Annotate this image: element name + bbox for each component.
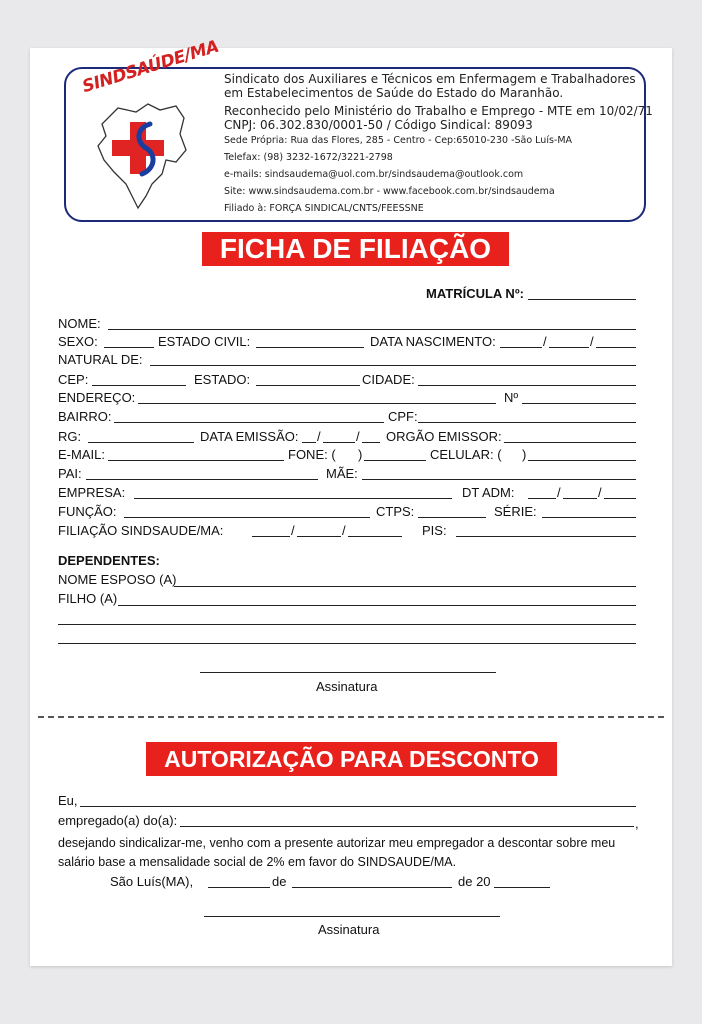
nome-esposo-label: NOME ESPOSO (A) (58, 572, 177, 587)
pai-field[interactable] (86, 479, 318, 480)
celular-field[interactable] (528, 460, 636, 461)
celular-label: CELULAR: ( (430, 447, 502, 462)
emissao-year-field[interactable] (362, 442, 380, 443)
filiacao-label: FILIAÇÃO SINDSAUDE/MA: (58, 523, 224, 538)
serie-label: SÉRIE: (494, 504, 537, 519)
cidade-field[interactable] (418, 385, 636, 386)
month-field[interactable] (292, 887, 452, 888)
date-sep: / (291, 523, 295, 538)
natural-label: NATURAL DE: (58, 352, 143, 367)
filiacao-year-field[interactable] (348, 536, 402, 537)
phone-line: Telefax: (98) 3232-1672/3221-2798 (224, 152, 393, 163)
data-emissao-label: DATA EMISSÃO: (200, 429, 299, 444)
authorization-text-2: salário base a mensalidade social de 2% em favor do SINDSAUDE/MA. (58, 855, 457, 869)
fone-field[interactable] (364, 460, 426, 461)
sexo-field[interactable] (104, 347, 154, 348)
natural-field[interactable] (150, 365, 636, 366)
cep-field[interactable] (92, 385, 186, 386)
pis-label: PIS: (422, 523, 447, 538)
maranhao-map-logo (96, 100, 192, 210)
org-line-1: Sindicato dos Auxiliares e Técnicos em Enfermagem e Trabalhadores (224, 72, 636, 86)
date-sep: / (356, 429, 360, 444)
mae-label: MÃE: (326, 466, 358, 481)
ctps-field[interactable] (418, 517, 486, 518)
dt-adm-label: DT ADM: (462, 485, 515, 500)
date-sep: / (342, 523, 346, 538)
cidade-label: CIDADE: (362, 372, 415, 387)
affiliation-line: Filiado à: FORÇA SINDICAL/CNTS/FEESSNE (224, 203, 424, 214)
orgao-emissor-label: ORGÃO EMISSOR: (386, 429, 502, 444)
nasc-year-field[interactable] (596, 347, 636, 348)
de20-label: de 20 (458, 874, 491, 889)
matricula-field[interactable] (528, 299, 636, 300)
dependentes-heading: DEPENDENTES: (58, 553, 160, 568)
eu-label: Eu, (58, 793, 78, 808)
de-label: de (272, 874, 287, 889)
rg-label: RG: (58, 429, 82, 444)
cpf-field[interactable] (418, 422, 636, 423)
signature-label: Assinatura (316, 679, 378, 694)
rg-field[interactable] (88, 442, 194, 443)
eu-field[interactable] (80, 806, 636, 807)
logo-text: SINDSAÚDE/MA (80, 36, 222, 98)
sexo-label: SEXO: (58, 334, 98, 349)
serie-field[interactable] (542, 517, 636, 518)
fone-paren-close: ) (358, 447, 363, 462)
endereco-label: ENDEREÇO: (58, 390, 136, 405)
sao-luis-label: São Luís(MA), (110, 874, 194, 889)
site-line: Site: www.sindsaudema.com.br - www.facebook.com.br/sindsaudema (224, 186, 555, 197)
orgao-emissor-field[interactable] (504, 442, 636, 443)
emissao-day-field[interactable] (302, 442, 316, 443)
emails-line: e-mails: sindsaudema@uol.com.br/sindsaudema@outlook.com (224, 169, 524, 180)
signature-line[interactable] (200, 672, 496, 673)
adm-month-field[interactable] (563, 498, 597, 499)
cnpj-line: CNPJ: 06.302.830/0001-50 / Código Sindical: 89093 (224, 118, 533, 132)
numero-field[interactable] (522, 403, 636, 404)
org-line-2: em Estabelecimentos de Saúde do Estado do Maranhão. (224, 86, 564, 100)
authorization-title: AUTORIZAÇÃO PARA DESCONTO (146, 742, 557, 776)
day-field[interactable] (208, 887, 270, 888)
form-title: FICHA DE FILIAÇÃO (202, 232, 509, 266)
email-field[interactable] (108, 460, 284, 461)
funcao-label: FUNÇÃO: (58, 504, 117, 519)
filho-field-extra[interactable] (58, 624, 636, 625)
ctps-label: CTPS: (376, 504, 415, 519)
adm-day-field[interactable] (528, 498, 556, 499)
header-text-block (224, 72, 653, 215)
empregado-label: empregado(a) do(a): (58, 813, 178, 828)
cpf-label: CPF: (388, 409, 418, 424)
comma: , (635, 816, 639, 831)
bairro-label: BAIRRO: (58, 409, 112, 424)
filiacao-month-field[interactable] (297, 536, 341, 537)
date-sep: / (557, 485, 561, 500)
date-sep: / (543, 334, 547, 349)
nasc-month-field[interactable] (549, 347, 589, 348)
pai-label: PAI: (58, 466, 82, 481)
estado-label: ESTADO: (194, 372, 251, 387)
bairro-field[interactable] (114, 422, 384, 423)
estado-field[interactable] (256, 385, 360, 386)
date-sep: / (590, 334, 594, 349)
cut-line (38, 716, 664, 718)
funcao-field[interactable] (124, 517, 370, 518)
recognition-line: Reconhecido pelo Ministério do Trabalho e Emprego - MTE em 10/02/71 (224, 104, 653, 118)
celular-paren-close: ) (522, 447, 527, 462)
numero-label: Nº (504, 390, 519, 405)
mae-field[interactable] (362, 479, 636, 480)
filiacao-day-field[interactable] (252, 536, 290, 537)
filho-field[interactable] (118, 605, 636, 606)
adm-year-field[interactable] (604, 498, 636, 499)
fone-label: FONE: ( (288, 447, 336, 462)
nasc-day-field[interactable] (500, 347, 542, 348)
date-sep: / (317, 429, 321, 444)
estado-civil-field[interactable] (256, 347, 364, 348)
pis-field[interactable] (456, 536, 636, 537)
signature-line[interactable] (204, 916, 500, 917)
authorization-text-1: desejando sindicalizar-me, venho com a presente autorizar meu empregador a descontar sobre meu (58, 836, 616, 850)
cep-label: CEP: (58, 372, 89, 387)
emissao-month-field[interactable] (323, 442, 355, 443)
empresa-label: EMPRESA: (58, 485, 126, 500)
date-sep: / (598, 485, 602, 500)
address-line: Sede Própria: Rua das Flores, 285 - Centro - Cep:65010-230 -São Luís-MA (224, 135, 573, 146)
nome-label: NOME: (58, 316, 101, 331)
estado-civil-label: ESTADO CIVIL: (158, 334, 251, 349)
signature-label: Assinatura (318, 922, 380, 937)
email-label: E-MAIL: (58, 447, 105, 462)
matricula-label: MATRÍCULA Nº: (426, 286, 524, 301)
empregado-field[interactable] (180, 826, 634, 827)
data-nascimento-label: DATA NASCIMENTO: (370, 334, 496, 349)
nome-esposo-field[interactable] (174, 586, 636, 587)
nome-field[interactable] (108, 329, 636, 330)
endereco-field[interactable] (138, 403, 496, 404)
empresa-field[interactable] (134, 498, 452, 499)
filho-label: FILHO (A) (58, 591, 118, 606)
filho-field-extra[interactable] (58, 643, 636, 644)
year-field[interactable] (494, 887, 550, 888)
